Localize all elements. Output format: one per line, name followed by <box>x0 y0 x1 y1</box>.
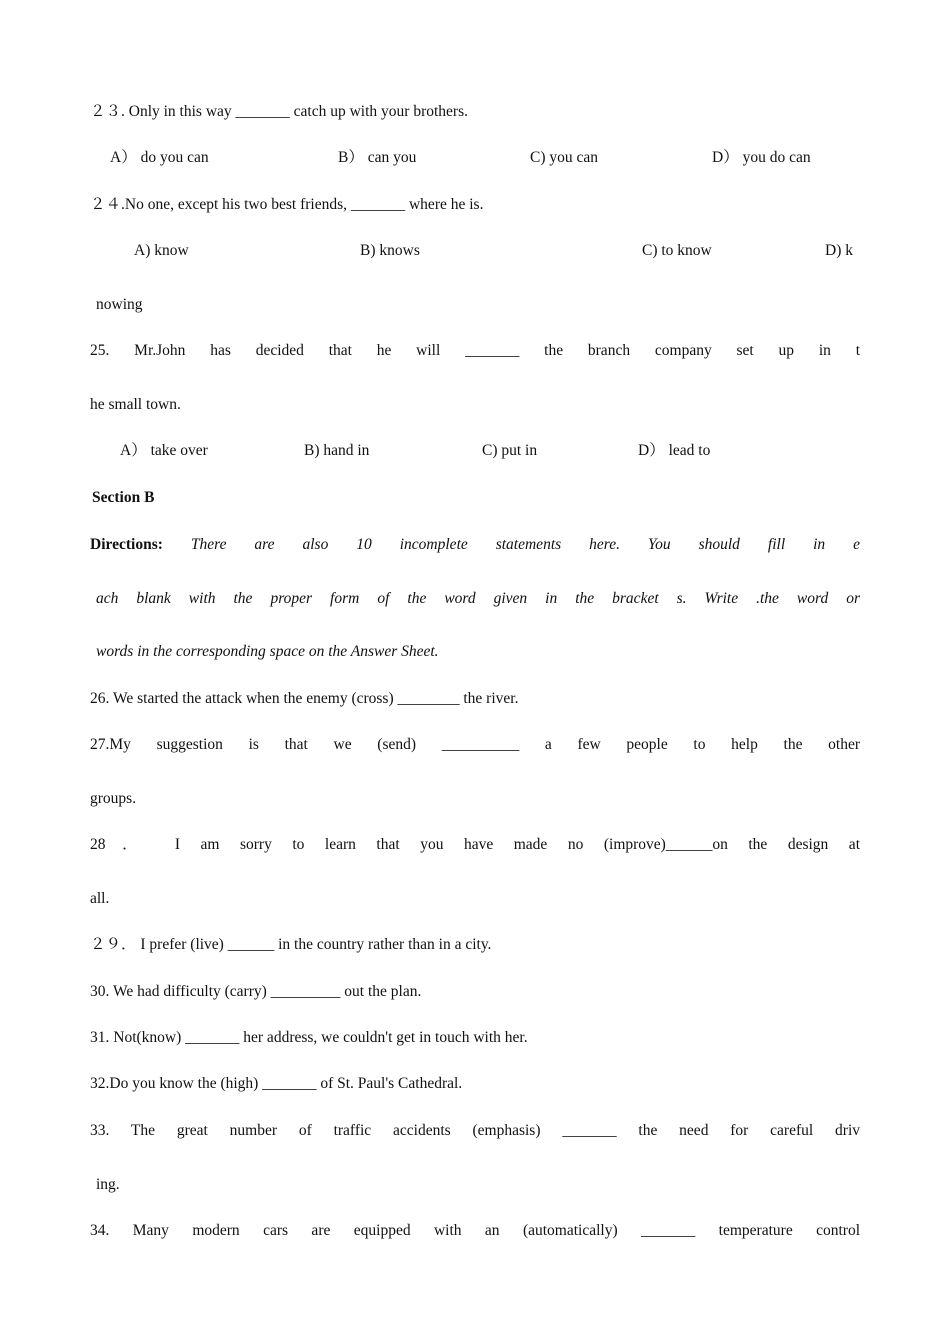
option-c: C) put in <box>482 442 538 459</box>
directions-text-1: There are also 10 incomplete statements here. You should fill in e <box>190 536 860 553</box>
option-c: C) to know <box>642 242 712 259</box>
directions-line-2: ach blank with the proper form of the word given in the bracket s. Write .the word or <box>96 590 860 607</box>
option-d: D) k <box>825 242 853 259</box>
option-b: B) hand in <box>304 442 370 459</box>
option-b: B） can you <box>338 149 417 166</box>
question-29: ２９． I prefer (live) ______ in the country rather than in a city. <box>90 936 492 953</box>
question-31: 31. Not(know) _______ her address, we couldn't get in touch with her. <box>90 1029 528 1046</box>
option-d: D） you do can <box>712 149 811 166</box>
question-28-continuation: all. <box>90 890 110 907</box>
question-27: 27.My suggestion is that we (send) __________ a few people to help the other <box>90 736 860 753</box>
option-c: C) you can <box>530 149 599 166</box>
question-25: 25. Mr.John has decided that he will _______ the branch company set up in t <box>90 342 860 359</box>
question-24-continuation: nowing <box>96 296 143 313</box>
question-27-continuation: groups. <box>90 790 137 807</box>
option-a: A) know <box>134 242 189 259</box>
question-33-continuation: ing. <box>96 1176 120 1193</box>
question-32: 32.Do you know the (high) _______ of St. Paul's Cathedral. <box>90 1075 463 1092</box>
directions-label: Directions: <box>90 536 163 553</box>
question-25-continuation: he small town. <box>90 396 181 413</box>
option-b: B) knows <box>360 242 420 259</box>
option-a: A） take over <box>120 442 208 459</box>
question-23: ２３. Only in this way _______ catch up with your brothers. <box>90 103 468 120</box>
question-33: 33. The great number of traffic accidents (emphasis) _______ the need for careful driv <box>90 1122 860 1139</box>
directions-line-3: words in the corresponding space on the Answer Sheet. <box>96 643 439 660</box>
question-28: 28． I am sorry to learn that you have made no (improve)______on the design at <box>90 836 860 853</box>
option-a: A） do you can <box>110 149 209 166</box>
question-30: 30. We had difficulty (carry) _________ out the plan. <box>90 983 422 1000</box>
question-34: 34. Many modern cars are equipped with an (automatically) _______ temperature control <box>90 1222 860 1239</box>
question-26: 26. We started the attack when the enemy (cross) ________ the river. <box>90 690 519 707</box>
directions-line-1 <box>90 535 860 555</box>
section-b-heading: Section B <box>92 489 155 506</box>
question-24: ２４.No one, except his two best friends, _______ where he is. <box>90 196 484 213</box>
option-d: D） lead to <box>638 442 711 459</box>
